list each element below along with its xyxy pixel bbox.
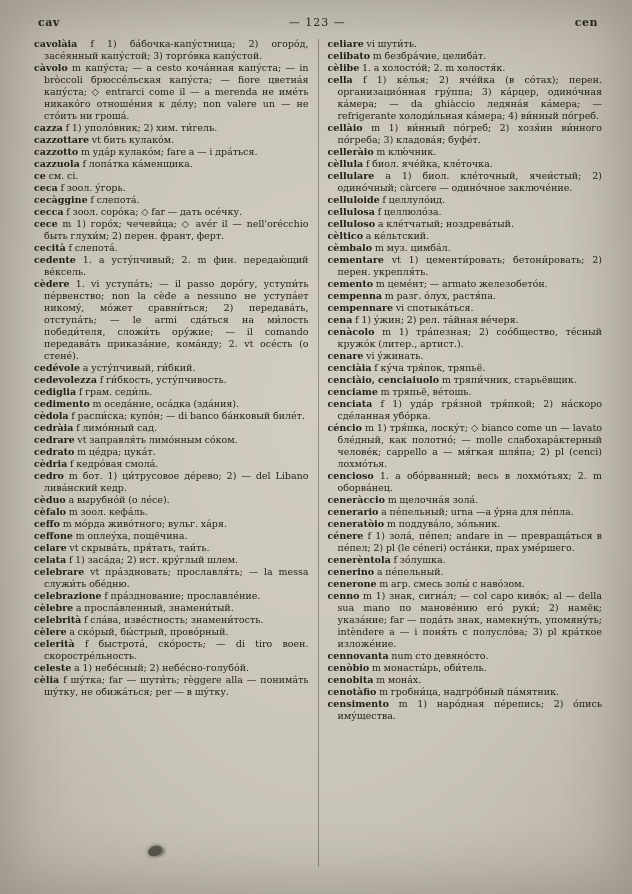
entry-body: f пра́зднование; прославле́ние. <box>101 591 261 602</box>
dictionary-entry <box>34 519 309 531</box>
entry-body: f биол. яче́йка, кле́точка. <box>363 159 493 170</box>
headword: cenàcolo <box>327 327 375 338</box>
entry-body: vt заправля́ть лимо́нным со́ком. <box>74 435 238 446</box>
entry-body: m зоол. кефа́ль. <box>66 507 148 518</box>
entry-body: m 1) наро́дная пе́репись; 2) о́пись иму́щества. <box>337 699 602 722</box>
entry-body: m поддува́ло, зо́льник. <box>384 519 501 530</box>
headword: cèfalo <box>34 507 67 518</box>
headword: cèdola <box>34 411 69 422</box>
entry-body: f 1) зола́, пе́пел; andare in — превраща́ться в пе́пел; 2) pl (le céneri) оста́нки, прах уме́ршего. <box>337 531 602 554</box>
headword: cencioso <box>327 471 374 482</box>
dictionary-entry <box>328 519 603 531</box>
entry-body: a просла́вленный, знамени́тый. <box>73 603 234 614</box>
dictionary-entry <box>328 651 603 663</box>
headword: cazzuola <box>34 159 80 170</box>
entry-body: m 1) горо́х; чечеви́ца; ◇ avér il — nell'orécchio быть глухи́м; 2) перен. франт, ферт. <box>44 219 309 242</box>
headword: ce <box>34 171 46 182</box>
dictionary-entry <box>34 543 309 555</box>
entry-body: f сла́ва, изве́стность; знамени́тость. <box>81 615 264 626</box>
entry-body: f 1) у́жин; 2) рел. та́йная ве́черя. <box>352 315 519 326</box>
entry-body: vt 1) цементи́ровать; бетони́ровать; 2) перен. укрепля́ть. <box>337 255 602 278</box>
entry-body: f грам. седи́ль. <box>76 387 153 398</box>
dictionary-entry <box>328 39 603 51</box>
headword: cecità <box>34 243 66 254</box>
headword: cedrare <box>34 435 75 446</box>
entry-body: f 1) заса́да; 2) ист. кру́глый шлем. <box>66 555 239 566</box>
entry-body: f быстрота́, ско́рость; — di tiro воен. скоростре́льность. <box>44 639 309 662</box>
headword: cazza <box>34 123 63 134</box>
headword: cèllula <box>327 159 364 170</box>
dictionary-entry <box>328 687 603 699</box>
dictionary-entry <box>34 567 309 591</box>
headword: cellulare <box>327 171 375 182</box>
entry-body: m тряпьё, ве́тошь. <box>377 387 472 398</box>
headword: celerità <box>34 639 75 650</box>
headword: cece <box>34 219 58 230</box>
entry-body: f слепота́. <box>65 243 118 254</box>
entry-body: a вырубно́й (о ле́се). <box>65 495 170 506</box>
dictionary-entry <box>34 195 309 207</box>
dictionary-entry <box>328 591 603 651</box>
entry-body: m мо́рда живо́тного; вульг. ха́ря. <box>59 519 227 530</box>
header-guide-word-left: cav <box>38 16 60 29</box>
entry-body: a ско́рый, бы́стрый, прово́рный. <box>66 627 229 638</box>
headword: cellulosa <box>327 207 375 218</box>
dictionary-entry <box>328 231 603 243</box>
entry-body: vt скрыва́ть, пря́тать, таи́ть. <box>66 543 210 554</box>
dictionary-entry <box>328 159 603 171</box>
headword: cementare <box>327 255 384 266</box>
entry-body: num сто девяно́сто. <box>388 651 489 662</box>
entry-body: f целлуло́ид. <box>379 195 446 206</box>
dictionary-entry <box>328 123 603 147</box>
entry-body: a пе́пельный. <box>374 567 444 578</box>
dictionary-entry <box>328 471 603 495</box>
entry-body: a ке́льтский. <box>363 231 430 242</box>
headword: cenciàio, cenciaiuolo <box>327 375 440 386</box>
headword: cèlia <box>34 675 60 686</box>
headword: cena <box>327 315 353 326</box>
entry-body: m бот. 1) ци́трусовое де́рево; 2) — del Libano лива́нский кедр. <box>44 471 309 494</box>
dictionary-entry <box>328 279 603 291</box>
running-head <box>38 16 598 29</box>
entry-body: m мона́х. <box>373 675 422 686</box>
dictionary-entry <box>34 243 309 255</box>
entry-body: m щелочна́я зола́. <box>384 495 479 506</box>
headword: cedro <box>34 471 64 482</box>
entry-body: m оседа́ние, оса́дка (зда́ния). <box>89 399 240 410</box>
entry-body: m 1) знак, сигна́л; — col capo киво́к; al — della sua mano по манове́нию его́ руки́; 2) намёк; указа́ние; far — пода́ть знак, намекну́ть, упомяну́ть; intèndere a — i поня́ть с полусло́ва; 3) pl кра́ткое изложе́ние. <box>337 591 602 650</box>
headword: cèlebre <box>34 603 74 614</box>
dictionary-entry <box>34 399 309 411</box>
dictionary-entry <box>34 471 309 495</box>
headword: cenobita <box>327 675 374 686</box>
entry-body: 1. a обо́рванный; весь в лохмо́тьях; 2. m оборва́нец. <box>337 471 602 494</box>
headword: cempenna <box>327 291 383 302</box>
entry-body: 1. a усту́пчивый; 2. m фин. передаю́щий ве́ксель. <box>44 255 309 278</box>
entry-body: m агр. смесь золы́ с наво́зом. <box>376 579 525 590</box>
dictionary-entry <box>328 207 603 219</box>
dictionary-entry <box>34 363 309 375</box>
dictionary-entry <box>34 411 309 423</box>
headword: celata <box>34 555 67 566</box>
dictionary-entry <box>34 279 309 363</box>
dictionary-entry <box>34 123 309 135</box>
dictionary-entry <box>328 399 603 423</box>
dictionary-entry <box>328 375 603 387</box>
entry-body: f ги́бкость, усту́пчивость. <box>96 375 227 386</box>
dictionary-entry <box>328 387 603 399</box>
dictionary-entry <box>34 423 309 435</box>
headword: cellàio <box>327 123 363 134</box>
headword: celleràio <box>327 147 374 158</box>
headword: ceffone <box>34 531 73 542</box>
headword: ceffo <box>34 519 60 530</box>
headword: cedimento <box>34 399 90 410</box>
entry-body: vi спотыка́ться. <box>393 303 474 314</box>
headword: cecca <box>34 207 64 218</box>
dictionary-entry <box>328 195 603 207</box>
headword: cèduo <box>34 495 66 506</box>
dictionary-entry <box>34 171 309 183</box>
dictionary-entry <box>34 639 309 663</box>
dictionary-entry <box>34 495 309 507</box>
headword: cèdere <box>34 279 70 290</box>
headword: celebrare <box>34 567 85 578</box>
dictionary-entry <box>328 63 603 75</box>
entry-body: m це́дра; цука́т. <box>74 447 156 458</box>
dictionary-entry <box>328 315 603 327</box>
headword: celibato <box>327 51 371 62</box>
entry-body: a усту́пчивый, ги́бкий. <box>80 363 196 374</box>
dictionary-entry <box>328 147 603 159</box>
headword: cenare <box>327 351 364 362</box>
entry-body: m 1) тра́пезная; 2) соо́бщество, те́сный кружо́к (литер., артист.). <box>337 327 602 350</box>
dictionary-entry <box>328 303 603 315</box>
entry-body: m гробни́ца, надгро́бный па́мятник. <box>376 687 560 698</box>
headword: cenotàfio <box>327 687 377 698</box>
headword: cella <box>327 75 353 86</box>
dictionary-entry <box>34 219 309 243</box>
dictionary-entry <box>328 219 603 231</box>
dictionary-entry <box>328 495 603 507</box>
entry-body: m оплеу́ха, пощёчина. <box>72 531 188 542</box>
headword: celeste <box>34 663 72 674</box>
dictionary-entry <box>328 555 603 567</box>
dictionary-entry <box>34 147 309 159</box>
dictionary-entry <box>328 423 603 471</box>
entry-body: f зо́лушка. <box>390 555 446 566</box>
dictionary-entry <box>328 567 603 579</box>
entry-body: f 1) уда́р гря́зной тря́пкой; 2) на́скоро сде́ланная убо́рка. <box>337 399 602 422</box>
dictionary-entry <box>34 627 309 639</box>
headword: cenciata <box>327 399 373 410</box>
entry-body: m 1) ви́нный по́греб; 2) хозя́ин ви́нного по́греба; 3) кладова́я; буфе́т. <box>337 123 602 146</box>
dictionary-entry <box>34 63 309 123</box>
headword: cenerario <box>327 507 379 518</box>
headword: cedrato <box>34 447 75 458</box>
headword: cèlibe <box>327 63 360 74</box>
headword: cemento <box>327 279 374 290</box>
entry-body: vt бить кулако́м. <box>89 135 175 146</box>
entry-body: f зоол. у́горь. <box>57 183 126 194</box>
entry-body: f 1) ке́лья; 2) яче́йка (в со́тах); перен. организацио́нная гру́ппа; 3) ка́рцер, одино́чная ка́мера; — da ghiàccio ледяна́я ка́мера; — refrigerante холоди́льная ка́мера; 4) ви́нный по́греб. <box>337 75 602 122</box>
entry-body: f целлюло́за. <box>374 207 442 218</box>
headword: celebrità <box>34 615 82 626</box>
headword: càvolo <box>34 63 68 74</box>
entry-body: m клю́чник. <box>373 147 437 158</box>
headword: cennovanta <box>327 651 389 662</box>
headword: cenerèntola <box>327 555 391 566</box>
entry-body: f лимо́нный сад. <box>73 423 157 434</box>
entry-body: f слепота́. <box>87 195 140 206</box>
entry-body: см. ci. <box>45 171 79 182</box>
headword: ceca <box>34 183 58 194</box>
dictionary-entry <box>34 135 309 147</box>
dictionary-entry <box>34 159 309 171</box>
dictionary-entry <box>328 531 603 555</box>
headword: cedevolezza <box>34 375 97 386</box>
dictionary-entry <box>34 387 309 399</box>
dictionary-entry <box>34 459 309 471</box>
dictionary-entry <box>328 291 603 303</box>
headword: censimento <box>327 699 389 710</box>
dictionary-entry <box>328 171 603 195</box>
dictionary-entry <box>328 579 603 591</box>
headword: cèmbalo <box>327 243 373 254</box>
entry-body: m цеме́нт; — armato железобето́н. <box>373 279 548 290</box>
entry-body: f кедро́вая смола́. <box>67 459 159 470</box>
entry-body: vt пра́здновать; прославля́ть; — la messa служи́ть обе́дню. <box>44 567 309 590</box>
entry-body: f распи́ска; купо́н; — di banco ба́нковый биле́т. <box>68 411 305 422</box>
headword: cempennare <box>327 303 394 314</box>
dictionary-entry <box>328 327 603 351</box>
headword: ceneràccio <box>327 495 385 506</box>
headword: cecàggine <box>34 195 88 206</box>
entry-body: 1. a холосто́й; 2. m холостя́к. <box>359 63 506 74</box>
entry-body: m разг. о́лух, растя́па. <box>382 291 496 302</box>
headword: ceneratòio <box>327 519 385 530</box>
dictionary-entry <box>328 351 603 363</box>
dictionary-entry <box>34 555 309 567</box>
dictionary-entry <box>328 507 603 519</box>
headword: cedente <box>34 255 76 266</box>
headword: cenerino <box>327 567 375 578</box>
entry-body: f 1) ба́бочка-капу́стница; 2) огоро́д, засе́янный капу́стой; 3) торго́вка капу́стой. <box>44 39 309 62</box>
entry-body: f зоол. соро́ка; ◇ far — дать осе́чку. <box>63 207 243 218</box>
dictionary-entry <box>328 663 603 675</box>
dictionary-entry <box>328 51 603 63</box>
entry-body: a кле́тчатый; ноздрева́тый. <box>375 219 515 230</box>
entry-body: m безбра́чие, целиба́т. <box>370 51 487 62</box>
headword: celluloso <box>327 219 376 230</box>
dictionary-entry <box>34 39 309 63</box>
dictionary-entry <box>34 375 309 387</box>
text-columns <box>34 39 602 867</box>
dictionary-entry <box>328 363 603 375</box>
page-number: — 123 — <box>288 16 346 29</box>
dictionary-entry <box>328 255 603 279</box>
dictionary-entry <box>34 675 309 699</box>
entry-body: vi у́жинать. <box>363 351 424 362</box>
headword: cazzottare <box>34 135 90 146</box>
entry-body: a 1) биол. кле́точный, ячеи́стый; 2) одино́чный; càrcere — одино́чное заключе́ние. <box>337 171 602 194</box>
dictionary-entry <box>34 531 309 543</box>
right-column <box>319 39 603 867</box>
dictionary-entry <box>34 663 309 675</box>
dictionary-entry <box>328 75 603 123</box>
entry-body: a 1) небе́сный; 2) небе́сно-голубо́й. <box>71 663 250 674</box>
entry-body: f лопа́тка ка́менщика. <box>79 159 193 170</box>
headword: cediglia <box>34 387 77 398</box>
headword: cedévole <box>34 363 81 374</box>
dictionary-entry <box>34 207 309 219</box>
headword: cenciàia <box>327 363 372 374</box>
headword: cavolàia <box>34 39 78 50</box>
header-guide-word-right: cen <box>574 16 598 29</box>
headword: cedràia <box>34 423 74 434</box>
entry-body: m монасты́рь, оби́тель. <box>369 663 487 674</box>
headword: celiare <box>327 39 364 50</box>
left-column <box>34 39 319 867</box>
entry-body: m тряпи́чник, старьёвщик. <box>439 375 577 386</box>
entry-body: m 1) тря́пка, лоску́т; ◇ bianco come un — lavato бле́дный, как полотно́; — molle слабохара́ктерный челове́к; cappello a — мя́гкая шля́па; 2) pl (cenci) лохмо́тья. <box>337 423 602 470</box>
headword: cazzotto <box>34 147 79 158</box>
dictionary-entry <box>34 183 309 195</box>
entry-body: f шу́тка; far — шути́ть; règgere alla — понима́ть шу́тку, не обижа́ться; per — в шу́тку. <box>44 675 309 698</box>
headword: cénere <box>327 531 364 542</box>
headword: cèlere <box>34 627 67 638</box>
headword: cenòbio <box>327 663 370 674</box>
dictionary-entry <box>328 243 603 255</box>
dictionary-entry <box>34 603 309 615</box>
dictionary-entry <box>34 447 309 459</box>
dictionary-entry <box>34 507 309 519</box>
headword: celluloide <box>327 195 380 206</box>
dictionary-entry <box>34 435 309 447</box>
headword: cèdria <box>34 459 68 470</box>
entry-body: a пе́пельный; urna —a у́рна для пе́пла. <box>378 507 574 518</box>
headword: cenno <box>327 591 360 602</box>
headword: cenerone <box>327 579 377 590</box>
dictionary-entry <box>34 255 309 279</box>
dictionary-entry <box>34 591 309 603</box>
headword: celebrazione <box>34 591 102 602</box>
entry-body: m капу́ста; — a cesto коча́нная капу́ста; — in bròccoli брюссе́льская капу́ста; — fiore цветна́я капу́ста; ◇ entrarci come il — a merenda не име́ть никако́го отноше́ния к де́лу; non valere un — не сто́ить ни гроша́. <box>44 63 309 122</box>
dictionary-entry <box>328 699 603 723</box>
dictionary-entry <box>34 615 309 627</box>
dictionary-entry <box>328 675 603 687</box>
entry-body: vi шути́ть. <box>363 39 418 50</box>
entry-body: m уда́р кулако́м; fare a — i дра́ться. <box>78 147 258 158</box>
entry-body: f 1) уполо́вник; 2) хим. ти́гель. <box>62 123 218 134</box>
headword: celare <box>34 543 67 554</box>
entry-body: 1. vi уступа́ть; — il passo доро́гу, уступи́ть пе́рвенство; non la cède a nessuno не уступа́ет никому́, мо́жет сравни́ться; 2) передава́ть, отступа́ть; — le armi сда́ться на ми́лость победи́теля, сложи́ть ору́жие; — il comando передава́ть приказа́ние, кома́нду; 2. vt осе́сть (о стене́). <box>44 279 309 362</box>
entry-body: m муз. цимба́л. <box>372 243 451 254</box>
headword: cèltico <box>327 231 364 242</box>
headword: cenciame <box>327 387 378 398</box>
headword: céncio <box>327 423 362 434</box>
entry-body: f ку́ча тря́пок, тряпьё. <box>371 363 486 374</box>
